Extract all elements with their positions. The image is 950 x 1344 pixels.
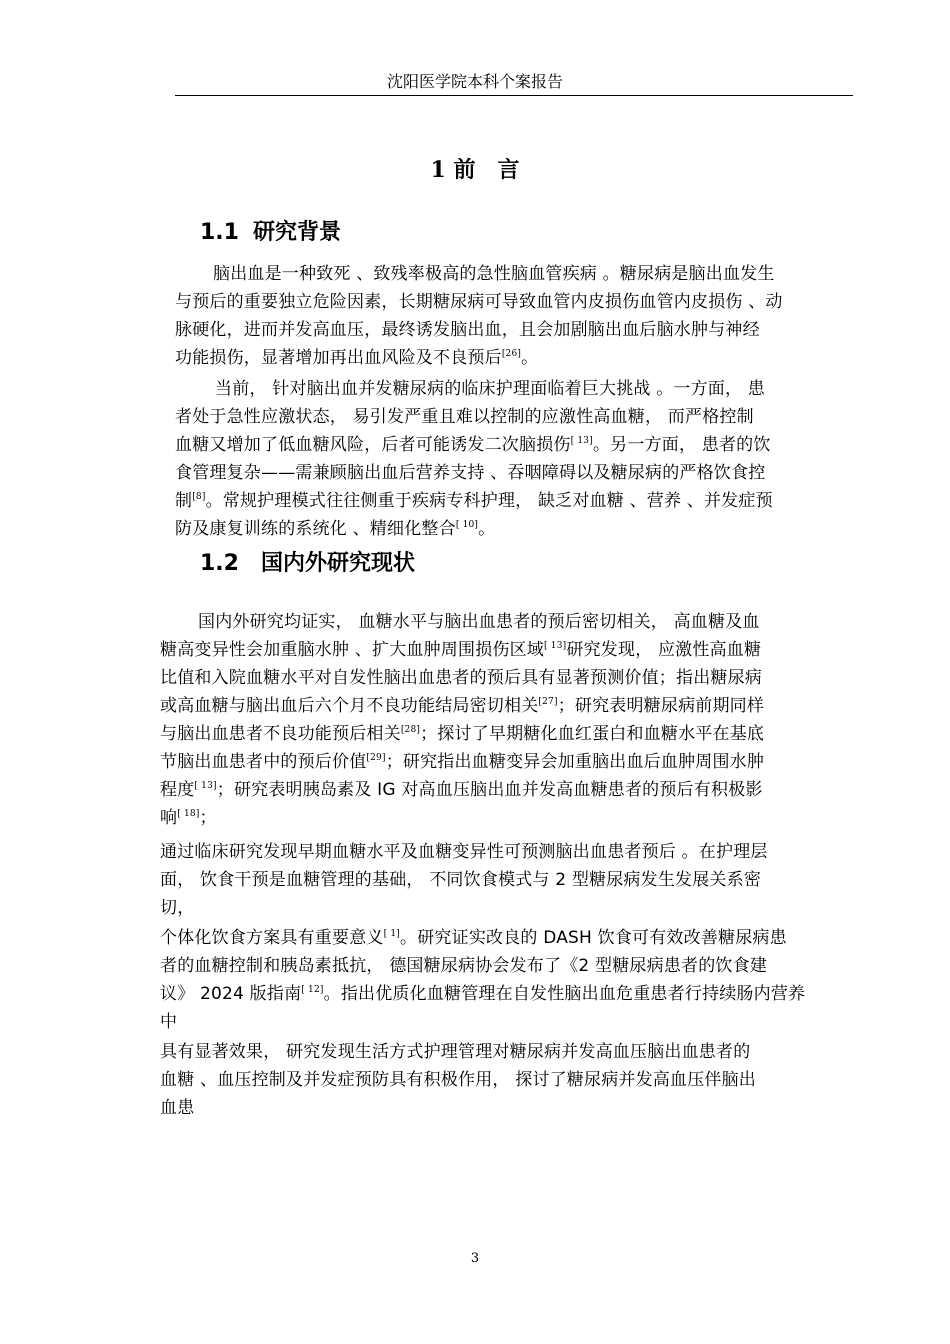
body-text-line (160, 1066, 756, 1094)
body-text-line (160, 748, 764, 776)
line-text: 当前， 针对脑出血并发糖尿病的临床护理面临着巨大挑战 。一方面， 患 (215, 379, 766, 399)
line-text: 国内外研究均证实， 血糖水平与脑出血患者的预后密切相关， 高血糖及血 (198, 612, 760, 632)
section-number: 1.2 (200, 551, 239, 576)
line-text-continued: ；研究指出血糖变异会加重脑出血后血肿周围水肿 (385, 752, 765, 772)
body-text-line (160, 1038, 750, 1066)
header-divider (175, 95, 853, 96)
line-text: 比值和入院血糖水平对自发性脑出血患者的预后具有显著预测价值；指出糖尿病 (160, 668, 762, 688)
body-text-line (213, 260, 775, 288)
body-text-line (175, 459, 765, 487)
line-text-continued: 。常规护理模式往往侧重于疾病专科护理， 缺乏对血糖 、营养 、并发症预 (205, 491, 773, 511)
body-text-line (175, 316, 760, 344)
body-text-line (160, 664, 762, 692)
line-text: 具有显著效果， 研究发现生活方式护理管理对糖尿病并发高血压脑出血患者的 (160, 1042, 751, 1062)
line-text: 者处于急性应激状态， 易引发严重且难以控制的应激性高血糖， 而严格控制 (175, 407, 754, 427)
line-text: 血患 (160, 1098, 195, 1118)
body-text-line (160, 980, 805, 1008)
line-text: 响 (160, 808, 178, 828)
section-heading-research-status (200, 549, 415, 579)
line-text: 脉硬化，进而并发高血压，最终诱发脑出血，且会加剧脑出血后脑水肿与神经 (175, 320, 760, 340)
line-text: 中 (160, 1012, 178, 1032)
section-heading-background (200, 218, 341, 248)
line-text: 糖高变异性会加重脑水肿 、扩大血肿周围损伤区域 (160, 640, 545, 660)
line-text: 议》 2024 版指南 (160, 984, 302, 1004)
line-text-continued: 。 (478, 519, 496, 539)
line-text: 血糖又增加了低血糖风险，后者可能诱发二次脑损伤 (175, 435, 571, 455)
body-text-line (175, 515, 495, 543)
section-title-text: 研究背景 (252, 220, 341, 245)
body-text-line (175, 431, 771, 459)
line-text: 脑出血是一种致死 、致残率极高的急性脑血管疾病 。糖尿病是脑出血发生 (213, 264, 775, 284)
citation-marker: [28] (400, 725, 421, 735)
body-text-line (160, 1094, 194, 1122)
line-text: 功能损伤，显著增加再出血风险及不良预后 (175, 348, 502, 368)
citation-marker: [27] (538, 697, 558, 707)
body-text-line (175, 403, 754, 431)
body-text-line (160, 838, 768, 866)
page-number: 3 (470, 1251, 480, 1266)
body-text-line (160, 952, 767, 980)
body-text-line (215, 375, 765, 403)
line-text-continued: 研究发现， 应激性高血糖 (566, 640, 762, 660)
line-text: 与脑出血患者不良功能预后相关 (160, 724, 401, 744)
body-text-line (160, 924, 787, 952)
line-text: 切， (160, 898, 195, 918)
section-title-text: 国内外研究现状 (260, 551, 415, 576)
section-number: 1.1 (200, 220, 239, 245)
body-text-line (160, 636, 761, 664)
citation-marker: [ 12] (301, 985, 324, 995)
line-text-continued: 。研究证实改良的 DASH 饮食可有效改善糖尿病患 (400, 928, 787, 948)
body-text-line (198, 608, 760, 636)
line-text: 程度 (160, 780, 195, 800)
body-text-line (160, 804, 217, 832)
body-text-line (160, 692, 764, 720)
line-text: 防及康复训练的系统化 、精细化整合 (175, 519, 456, 539)
line-text-continued: ；研究表明糖尿病前期同样 (557, 696, 765, 716)
line-text-continued: 。另一方面， 患者的饮 (592, 435, 771, 455)
line-text: 食管理复杂——需兼顾脑出血后营养支持 、吞咽障碍以及糖尿病的严格饮食控 (175, 463, 766, 483)
body-text-line (160, 894, 194, 922)
line-text-continued: ； (199, 808, 217, 828)
citation-marker: [ 18] (177, 809, 200, 819)
line-text-continued: ；探讨了早期糖化血红蛋白和血糖水平在基底 (420, 724, 765, 744)
line-text: 或高血糖与脑出血后六个月不良功能结局密切相关 (160, 696, 539, 716)
citation-marker: [8] (192, 492, 206, 502)
citation-marker: [26] (501, 349, 522, 359)
citation-marker: [ 13] (544, 641, 567, 651)
line-text: 个体化饮食方案具有重要意义 (160, 928, 384, 948)
line-text: 节脑出血患者中的预后价值 (160, 752, 367, 772)
body-text-line (160, 776, 763, 804)
citation-marker: [ 13] (194, 781, 217, 791)
citation-marker: [ 13] (570, 436, 593, 446)
body-text-line (160, 866, 761, 894)
line-text: 血糖 、血压控制及并发症预防具有积极作用， 探讨了糖尿病并发高血压伴脑出 (160, 1070, 757, 1090)
line-text: 面， 饮食干预是血糖管理的基础， 不同饮食模式与 2 型糖尿病发生发展关系密 (160, 870, 762, 890)
citation-marker: [ 10] (455, 520, 479, 530)
chapter-title: 1 前 言 (430, 157, 520, 183)
body-text-line (160, 720, 764, 748)
line-text: 者的血糖控制和胰岛素抵抗， 德国糖尿病协会发布了《2 型糖尿病患者的饮食建 (160, 956, 768, 976)
line-text: 与预后的重要独立危险因素，长期糖尿病可导致血管内皮损伤血管内皮损伤 、动 (175, 292, 783, 312)
body-text-line (175, 288, 783, 316)
body-text-line (175, 344, 538, 372)
line-text: 通过临床研究发现早期血糖水平及血糖变异性可预测脑出血患者预后 。在护理层 (160, 842, 768, 862)
citation-marker: [29] (366, 753, 386, 763)
header-title: 沈阳医学院本科个案报告 (386, 72, 563, 91)
body-text-line (160, 1008, 177, 1036)
line-text-continued: ；研究表明胰岛素及 IG 对高血压脑出血并发高血糖患者的预后有积极影 (216, 780, 763, 800)
line-text: 制 (175, 491, 193, 511)
line-text-continued: 。 (521, 348, 539, 368)
body-text-line (175, 487, 773, 515)
citation-marker: [ 1] (383, 929, 401, 939)
line-text-continued: 。指出优质化血糖管理在自发性脑出血危重患者行持续肠内营养 (323, 984, 806, 1004)
